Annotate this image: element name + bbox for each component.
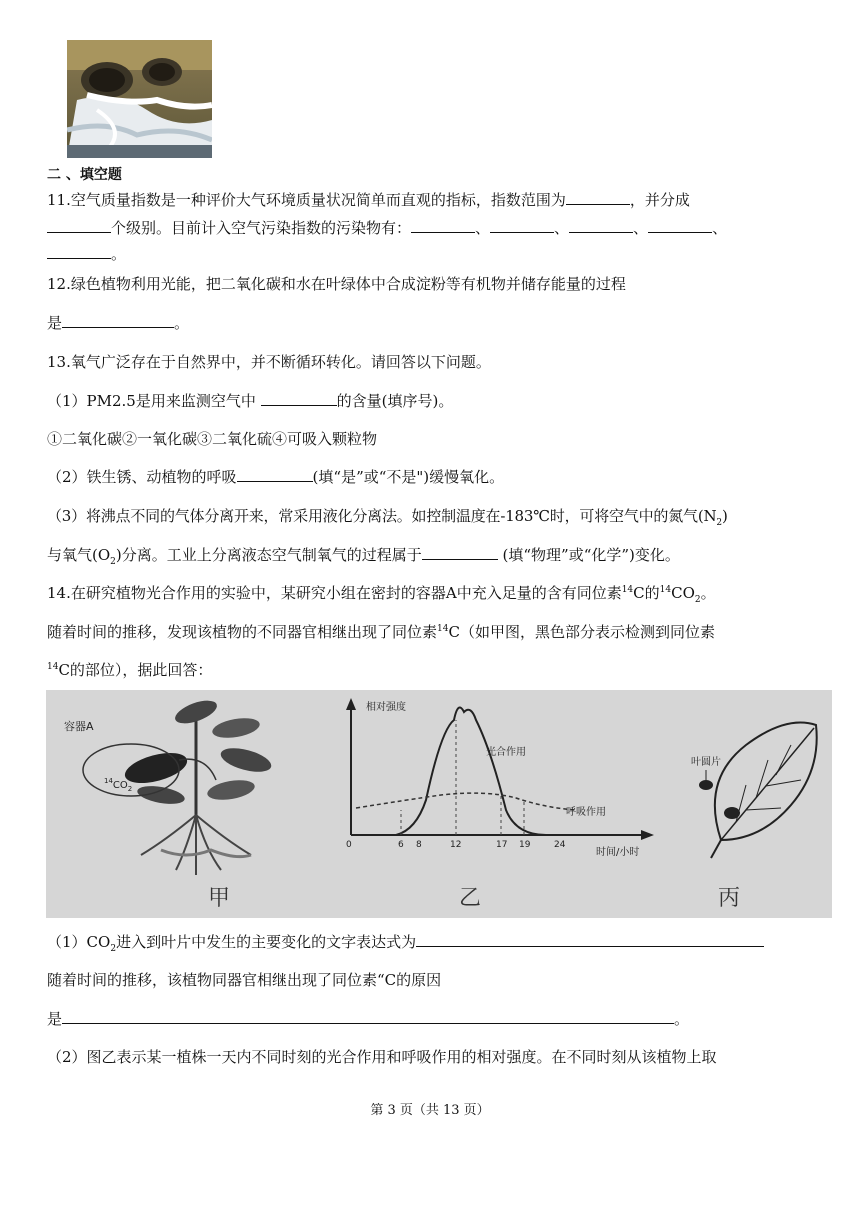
question-14-text: C（如甲图，黑色部分表示检测到同位素	[448, 623, 715, 641]
question-14-text: 进入到叶片中发生的主要变化的文字表达式为	[116, 933, 417, 951]
question-13-part-3-line-1	[47, 506, 728, 526]
answer-blank[interactable]	[237, 467, 313, 482]
question-11-text: 11.空气质量指数是一种评价大气环境质量状况简单而直观的指标，指数范围为	[47, 191, 566, 209]
caption-bing: 丙	[718, 886, 741, 911]
question-13-text: )分离。工业上分离液态空气制氧气的过程属于	[115, 546, 422, 564]
answer-blank[interactable]	[422, 545, 498, 560]
separator: 、	[475, 219, 491, 237]
answer-blank[interactable]	[569, 218, 633, 233]
question-14-answer-2: （2）图乙表示某一植株一天内不同时刻的光合作用和呼吸作用的相对强度。在不同时刻从该植物上取	[47, 1048, 717, 1066]
subscript: 2	[110, 944, 117, 954]
separator: 、	[554, 219, 570, 237]
question-14-line-2	[47, 622, 715, 642]
question-11-text: 个级别。目前计入空气污染指数的污染物有：	[111, 219, 412, 237]
question-13-text: (填“是”或“不是")缓慢氧化。	[312, 468, 505, 486]
question-11-text: ，并分成	[629, 191, 690, 209]
question-14-text: 是	[47, 1010, 63, 1028]
question-13-part-2	[47, 467, 504, 487]
question-11-line-3	[47, 244, 126, 264]
question-11-line-2	[47, 218, 727, 238]
x-tick: 24	[554, 840, 566, 850]
question-12-line-2	[47, 313, 189, 333]
y-axis-label: 相对强度	[366, 702, 406, 713]
answer-blank[interactable]	[411, 218, 475, 233]
answer-blank[interactable]	[62, 1009, 674, 1024]
respiration-label: 呼吸作用	[566, 807, 606, 818]
question-13-text: （1）PM2.5是用来监测空气中	[47, 392, 261, 410]
separator: 、	[633, 219, 649, 237]
leaf-disc-label: 叶圆片	[691, 757, 721, 768]
superscript: 14	[437, 624, 449, 634]
question-13-text: 与氧气(O	[47, 546, 111, 564]
answer-blank[interactable]	[416, 932, 764, 947]
x-axis-label: 时间/小时	[596, 847, 640, 858]
x-tick: 6	[398, 840, 404, 850]
x-tick: 17	[496, 840, 508, 850]
question-13-text: （2）铁生锈、动植物的呼吸	[47, 468, 237, 486]
x-tick: 8	[416, 840, 422, 850]
photosynthesis-label: 光合作用	[486, 747, 526, 758]
question-14-text: C的部位），据此回答：	[58, 661, 213, 679]
question-13-text: (填“物理”或“化学”)变化。	[497, 546, 680, 564]
answer-blank[interactable]	[47, 218, 111, 233]
experiment-figure	[46, 690, 832, 918]
question-14-answer-1-line-2: 随着时间的推移，该植物同器官相继出现了同位素“C的原因	[47, 971, 442, 989]
subscript: 2	[110, 557, 116, 567]
question-14-text: 。	[700, 584, 716, 602]
question-14-text: C的	[633, 584, 660, 602]
superscript: 14	[47, 662, 59, 672]
question-13-text: （3）将沸点不同的气体分离开来，常采用液化分离法。如控制温度在-183℃时，可将空气中的氮气(N	[47, 507, 717, 525]
separator: 。	[111, 245, 127, 263]
page-footer: 第 3 页（共 13 页）	[370, 1103, 490, 1118]
question-14-text: 14.在研究植物光合作用的实验中，某研究小组在密封的容器A中充入足量的含有同位素	[47, 584, 622, 602]
co2-label: $^{14}CO_2$	[104, 777, 133, 793]
subscript: 2	[694, 595, 701, 605]
question-13-intro: 13.氧气广泛存在于自然界中，并不断循环转化。请回答以下问题。	[47, 353, 491, 371]
answer-blank[interactable]	[566, 190, 630, 205]
question-14-text: （1）CO	[47, 933, 111, 951]
question-14-text: CO	[671, 584, 695, 602]
answer-blank[interactable]	[261, 391, 337, 406]
x-tick: 0	[346, 840, 352, 850]
superscript: 14	[621, 585, 634, 595]
caption-jia: 甲	[208, 886, 231, 911]
question-13-options: ①二氧化碳②一氧化碳③二氧化硫④可吸入颗粒物	[47, 430, 378, 448]
question-11-line-1	[47, 190, 690, 210]
question-13-text: 的含量(填序号)。	[336, 392, 454, 410]
question-13-part-3-line-2	[47, 545, 680, 565]
question-14-answer-1-line-3	[47, 1009, 689, 1029]
x-tick: 12	[450, 840, 462, 850]
answer-blank[interactable]	[62, 313, 174, 328]
question-14-line-1	[47, 583, 716, 603]
superscript: 14	[659, 585, 672, 595]
question-14-text: 。	[674, 1010, 690, 1028]
separator: 、	[712, 219, 728, 237]
question-12-text: 。	[174, 314, 190, 332]
question-14-answer-1	[47, 932, 764, 952]
question-14-line-3	[47, 660, 212, 680]
subscript: 2	[716, 518, 722, 528]
answer-blank[interactable]	[648, 218, 712, 233]
container-label: 容器A	[64, 720, 94, 733]
question-13-text: )	[721, 507, 728, 525]
answer-blank[interactable]	[47, 244, 111, 259]
caption-yi: 乙	[459, 886, 482, 911]
question-13-part-1	[47, 391, 453, 411]
question-12-line-1: 12.绿色植物利用光能，把二氧化碳和水在叶绿体中合成淀粉等有机物并储存能量的过程	[47, 275, 626, 293]
x-tick: 19	[519, 840, 531, 850]
pollution-photo	[67, 40, 212, 158]
section-heading: 二 、填空题	[47, 167, 122, 183]
question-12-text: 是	[47, 314, 63, 332]
answer-blank[interactable]	[490, 218, 554, 233]
question-14-text: 随着时间的推移，发现该植物的不同器官相继出现了同位素	[47, 623, 438, 641]
